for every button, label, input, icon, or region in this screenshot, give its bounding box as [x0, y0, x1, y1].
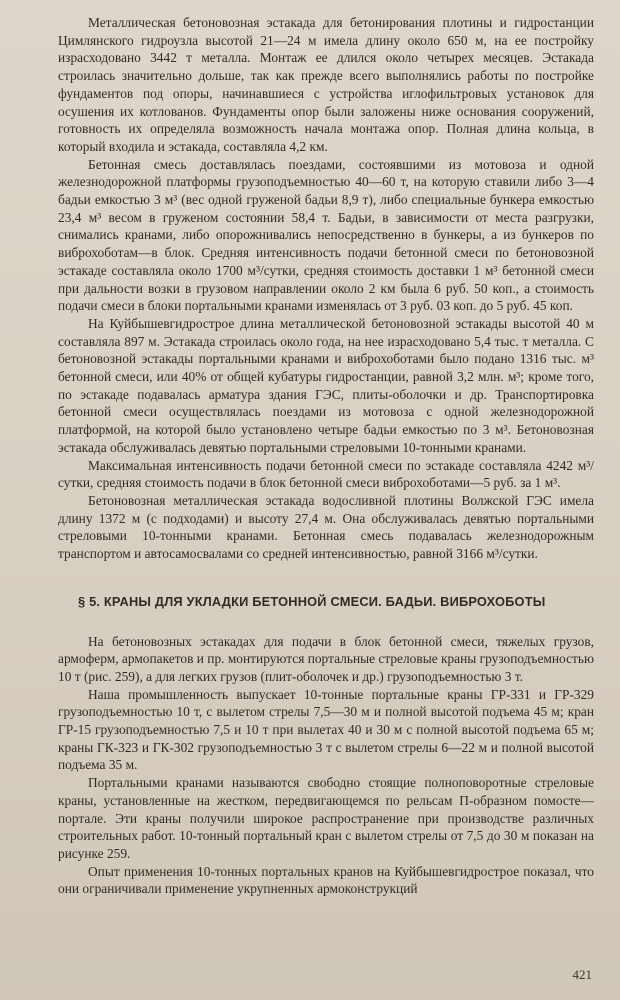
paragraph-portal-definition: Портальными кранами называются свободно стоящие полноповоротные стреловые краны, установленные на жестком, передвигающемся по рельсам П-образном помосте—портале. Эти краны получили широкое распространение при производстве различных строительных работ. 10-тонный портальный кран с вылетом стрелы от 7,5 до 30 м показан на рисунке 259.: [58, 775, 594, 861]
paragraph-experience: Опыт применения 10-тонных портальных кранов на Куйбышевгидрострое показал, что они ограничивали применение укрупненных армоконструкций: [58, 863, 594, 897]
paragraph-kuibyshev-trestle: На Куйбышевгидрострое длина металлической бетоновозной эстакады высотой 40 м составляла 897 м. Эстакада строилась около года, на нее израсходовано 5,4 тыс. т металла. С бетоновозной эстакады портальными кранами и виброхоботами было подано 1316 тыс. м³ бетонной смеси, или 40% от общей кубатуры гидростанции, равной 3,2 млн. м³; кроме того, по эстакаде подавалась арматура здания ГЭС, плиты-оболочки и др. Транспортировка бетонной смеси осуществлялась поездами из мотовоза с одной железнодорожной платформой, на которой было установлено четыре бадьи емкостью по 3 м³. Бетоновозная эстакада обслуживалась девятью портальными стреловыми 10-тонными кранами.: [58, 315, 594, 455]
paragraph-tsimlyansk-trestle: Металлическая бетоновозная эстакада для бетонирования плотины и гидростанции Цимлянского гидроузла высотой 21—24 м имела длину около 650 м, на ее постройку израсходовано 3442 т металла. Монтаж ее длился около четырех месяцев. Эстакада строилась значительно дольше, так как прежде всего выполнялись работы по постройке фундаментов под опоры, начинавшиеся с устройства иглофильтровых установок для осушения их котлованов. Фундаменты опор были заложены ниже основания сооружений, готовность их определяла возможность начала монтажа опор. Полная длина кольца, в который входила и эстакада, составляла 4,2 км.: [58, 15, 594, 154]
paragraph-max-intensity: Максимальная интенсивность подачи бетонной смеси по эстакаде составляла 4242 м³/сутки, средняя стоимость подачи в блок бетонной смеси виброхоботами—5 руб. за 1 м³.: [58, 457, 594, 491]
page-number: 421: [572, 967, 592, 982]
paragraph-concrete-delivery: Бетонная смесь доставлялась поездами, состоявшими из мотовоза и одной железнодорожной платформы грузоподъемностью 40—60 т, на которую ставили либо 3—4 бадьи емкостью 3 м³ (вес одной груженой бадьи 8,9 т), либо специальные бункера емкостью 23,4 м³ весом в груженом состоянии 58,4 т. Бадьи, в зависимости от места разгрузки, снимались кранами, либо опорожнивались непосредственно в бункеры, а из бункеров по виброхоботам—в блок. Средняя интенсивность подачи бетонной смеси по бетоновозной эстакаде составляла около 1700 м³/сутки, средняя стоимость доставки 1 м³ бетонной смеси при дальности возки в грузовом направлении около 2 км была 6 руб. 50 коп., а стоимость подачи смеси в блоки портальными кранами изменялась от 3 руб. 03 коп. до 5 руб. 45 коп.: [58, 156, 594, 314]
paragraph-volzhskaya-trestle: Бетоновозная металлическая эстакада водосливной плотины Волжской ГЭС имела длину 1372 м (с подходами) и высоту 27,4 м. Она обслуживалась девятью портальными стреловыми 10-тонными кранами. Бетонная смесь подавалась железнодорожным транспортом и автосамосвалами со средней интенсивностью, равной 3166 м³/сутки.: [58, 492, 594, 562]
page-body: [58, 14, 594, 898]
paragraph-industry-cranes: Наша промышленность выпускает 10-тонные портальные краны ГР-331 и ГР-329 грузоподъемностью 10 т, с вылетом стрелы 7,5—30 м и полной высотой подъема 45 м; кран ГР-15 грузоподъемностью 7,5 и 10 т при вылетах 40 и 30 м с полной высотой подъема 65 м; краны ГК-323 и ГК-302 грузоподъемностью 3 т с вылетом стрелы 6—22 м и полной высотой подъема 35 м.: [58, 686, 594, 773]
section-heading: § 5. КРАНЫ ДЛЯ УКЛАДКИ БЕТОННОЙ СМЕСИ. БАДЬИ. ВИБРОХОБОТЫ: [78, 593, 546, 609]
paragraph-portal-cranes-intro: На бетоновозных эстакадах для подачи в блок бетонной смеси, тяжелых грузов, армоферм, армопакетов и пр. монтируются портальные стреловые краны грузоподъемностью 10 т (рис. 259), а для легких грузов (плит-оболочек и др.) грузоподъемностью 3 т.: [58, 633, 594, 684]
